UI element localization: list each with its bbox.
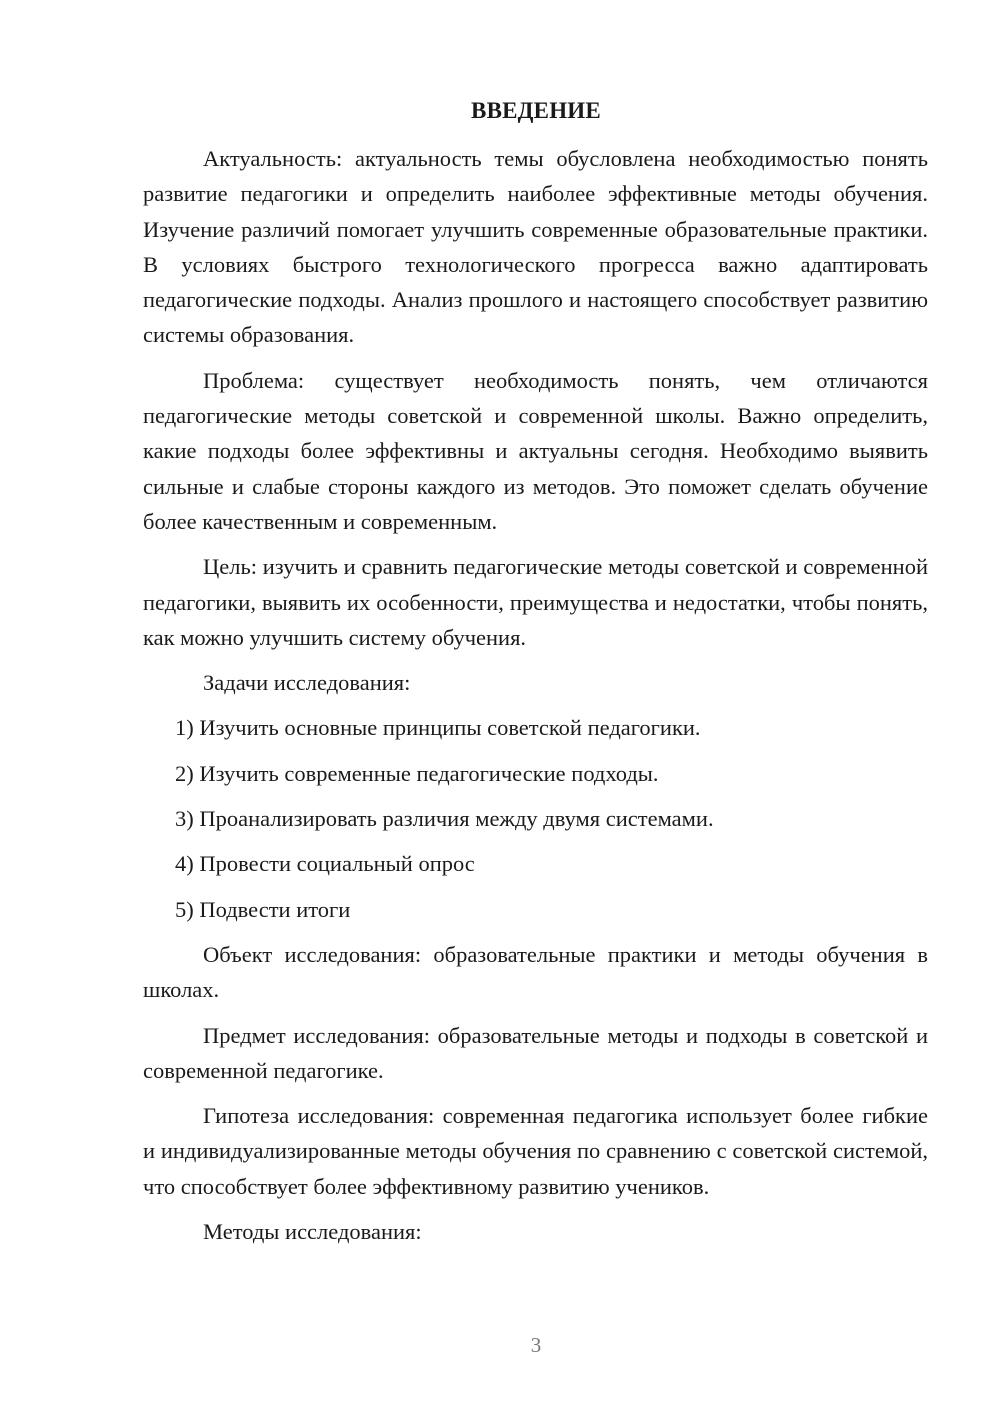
page-title: ВВЕДЕНИЕ	[471, 98, 601, 123]
document-body	[143, 141, 928, 1259]
methods-heading: Методы исследования:	[203, 1219, 422, 1245]
list-item: 3) Проанализировать различия между двумя системами.	[175, 806, 714, 832]
list-item: 2) Изучить современные педагогические подходы.	[175, 760, 659, 786]
paragraph-hypothesis: Гипотеза исследования: современная педагогика использует более гибкие и индивидуализированные методы обучения по сравнению с советской системой, что способствует более эффективному развитию учеников.	[143, 1103, 928, 1199]
list-item: 1) Изучить основные принципы советской педагогики.	[175, 715, 701, 741]
paragraph-goal: Цель: изучить и сравнить педагогические методы советской и современной педагогики, выявить их особенности, преимущества и недостатки, чтобы понять, как можно улучшить систему обучения.	[143, 554, 928, 650]
tasks-heading: Задачи исследования:	[203, 670, 411, 696]
tasks-list	[143, 710, 928, 926]
list-item: 5) Подвести итоги	[175, 896, 351, 922]
paragraph-subject: Предмет исследования: образовательные методы и подходы в советской и современной педагогике.	[143, 1022, 928, 1083]
list-item: 4) Провести социальный опрос	[175, 851, 475, 877]
paragraph-relevance: Актуальность: актуальность темы обусловлена необходимостью понять развитие педагогики и определить наиболее эффективные методы обучения. Изучение различий помогает улучшить современные образовательные практики. В условиях быстрого технологического прогресса важно адаптировать педагогические подходы. Анализ прошлого и настоящего способствует развитию системы образования.	[143, 146, 928, 348]
paragraph-problem: Проблема: существует необходимость понять, чем отличаются педагогические методы советской и современной школы. Важно определить, какие подходы более эффективны и актуальны сегодня. Необходимо выявить сильные и слабые стороны каждого из методов. Это поможет сделать обучение более качественным и современным.	[143, 367, 928, 534]
paragraph-object: Объект исследования: образовательные практики и методы обучения в школах.	[143, 941, 928, 1003]
page-number: 3	[530, 1333, 542, 1357]
